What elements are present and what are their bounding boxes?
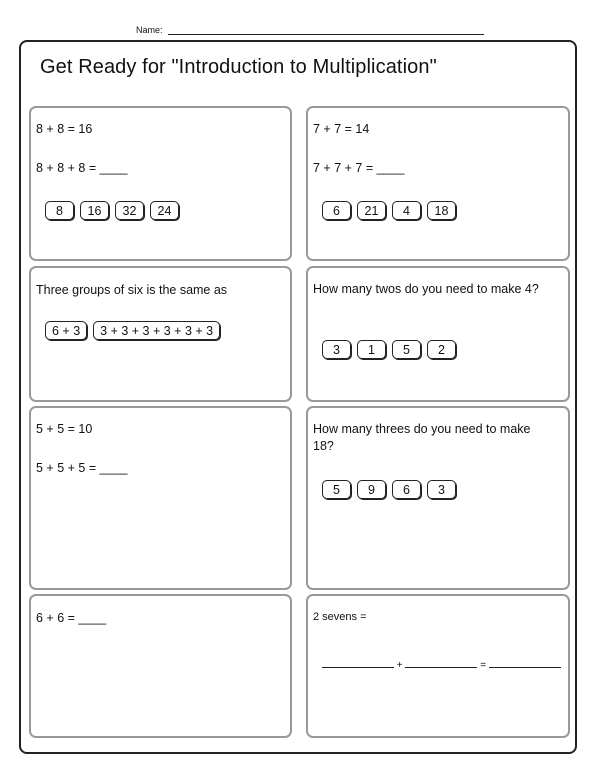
- question-box-2: [306, 106, 570, 261]
- q1-question: 8 + 8 + 8 = ____: [36, 161, 128, 175]
- q8-blank-1[interactable]: [322, 667, 394, 668]
- question-box-6: [306, 406, 570, 590]
- q3-prompt: Three groups of six is the same as: [36, 283, 228, 297]
- name-label: Name:: [136, 25, 163, 35]
- q6-prompt: How many threes do you need to make 18?: [313, 422, 531, 453]
- q1-given: 8 + 8 = 16: [36, 122, 93, 136]
- q2-option[interactable]: 4: [392, 201, 421, 220]
- q7-question: 6 + 6 = ____: [36, 611, 107, 625]
- q6-options: [322, 480, 456, 499]
- q1-option[interactable]: 8: [45, 201, 74, 220]
- q6-option[interactable]: 9: [357, 480, 386, 499]
- q1-options: [45, 201, 179, 220]
- q6-option[interactable]: 3: [427, 480, 456, 499]
- q3-option[interactable]: 6 + 3: [45, 321, 87, 340]
- name-row: [136, 25, 484, 35]
- question-box-3: [29, 266, 292, 402]
- page-title: Get Ready for "Introduction to Multiplication": [40, 56, 437, 78]
- q8-blank-3[interactable]: [489, 667, 561, 668]
- q8-blank-2[interactable]: [405, 667, 477, 668]
- q8-equals: =: [480, 660, 487, 671]
- name-input-line[interactable]: [168, 25, 484, 35]
- q8-prompt: 2 sevens =: [313, 611, 367, 623]
- q1-option[interactable]: 24: [150, 201, 179, 220]
- q4-option[interactable]: 3: [322, 340, 351, 359]
- q1-option[interactable]: 32: [115, 201, 144, 220]
- q2-options: [322, 201, 456, 220]
- question-box-7: [29, 594, 292, 738]
- q4-option[interactable]: 2: [427, 340, 456, 359]
- q4-option[interactable]: 5: [392, 340, 421, 359]
- q4-prompt: How many twos do you need to make 4?: [313, 282, 539, 296]
- q2-option[interactable]: 6: [322, 201, 351, 220]
- q5-given: 5 + 5 = 10: [36, 422, 93, 436]
- q1-option[interactable]: 16: [80, 201, 109, 220]
- q8-plus: +: [396, 660, 403, 671]
- q5-question: 5 + 5 + 5 = ____: [36, 461, 128, 475]
- question-box-8: [306, 594, 570, 738]
- q2-given: 7 + 7 = 14: [313, 122, 370, 136]
- question-box-1: [29, 106, 292, 261]
- q2-option[interactable]: 18: [427, 201, 456, 220]
- q6-option[interactable]: 5: [322, 480, 351, 499]
- q8-equation: [322, 660, 561, 671]
- q3-option[interactable]: 3 + 3 + 3 + 3 + 3 + 3: [93, 321, 220, 340]
- q4-options: [322, 340, 456, 359]
- q4-option[interactable]: 1: [357, 340, 386, 359]
- q2-option[interactable]: 21: [357, 201, 386, 220]
- q2-question: 7 + 7 + 7 = ____: [313, 161, 405, 175]
- q3-options: [45, 321, 220, 340]
- question-box-4: [306, 266, 570, 402]
- question-box-5: [29, 406, 292, 590]
- q6-option[interactable]: 6: [392, 480, 421, 499]
